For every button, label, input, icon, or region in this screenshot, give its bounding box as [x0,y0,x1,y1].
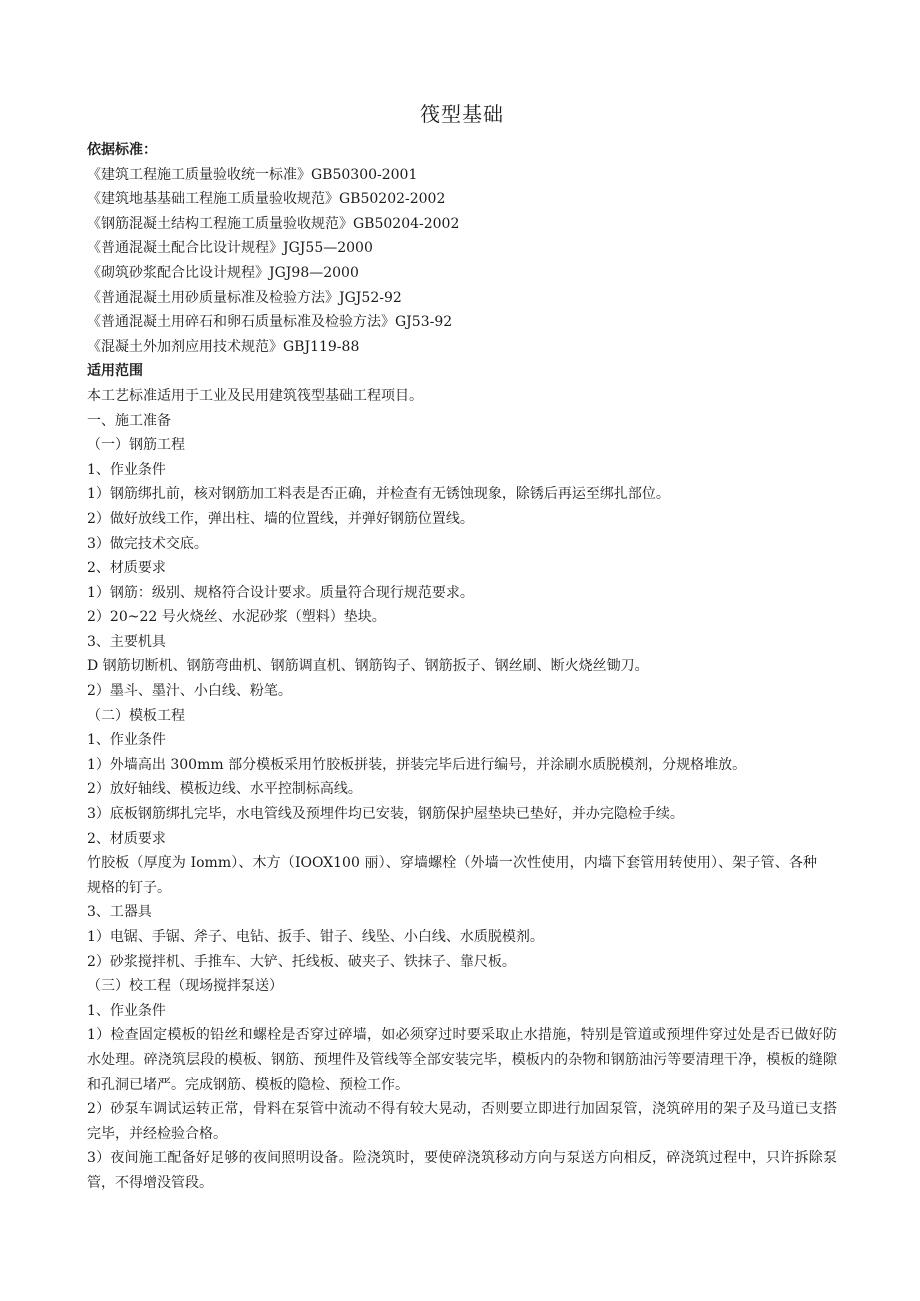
formwork-tool-item: 1）电锯、手锯、斧子、电钻、扳手、钳子、线坠、小白线、水质脱模剂。 [87,929,544,945]
standard-item: 《混凝土外加剂应用技术规范》GBJ119-88 [87,338,360,355]
concrete-paragraph: 2）砂泵车调试运转正常，骨料在泵管中流动不得有较大晃动，否则要立即进行加固泵管，浇筑碎用的架子及马道已支搭完毕，并经检验合格。 [87,1101,837,1142]
formwork-work-condition-item: 1）外墙高出 300mm 部分模板采用竹胶板拼装，拼装完毕后进行编号，并涂刷水质脱模剂，分规格堆放。 [87,756,747,773]
standard-item: 《钢筋混凝土结构工程施工质量验收规范》GB50204-2002 [87,215,460,232]
concrete-heading: （三）校工程（现场搅拌泵送） [87,978,283,995]
rebar-machine-item: D 钢筋切断机、钢筋弯曲机、钢筋调直机、钢筋钩子、钢筋扳子、钢丝刷、断火烧丝锄刀。 [87,658,649,675]
scope-heading: 适用范围 [87,363,143,380]
standard-item: 《普通混凝土用砂质量标准及检验方法》JGJ52-92 [87,289,402,306]
standard-item: 《普通混凝土配合比设计规程》JGJ55—2000 [87,240,373,257]
rebar-machine-item: 2）墨斗、墨汁、小白线、粉笔。 [87,683,292,700]
rebar-work-condition-item: 2）做好放线工作，弹出柱、墙的位置线，并弹好钢筋位置线。 [87,510,474,527]
basis-heading: 依据标准： [87,142,157,158]
document-page [87,100,837,1196]
formwork-work-condition-item: 3）底板钢筋绑扎完毕，水电管线及预埋件均已安装，钢筋保护屋垫块已垫好，并办完隐检手续。 [87,806,684,823]
rebar-material-item: 2）20~22 号火烧丝、水泥砂浆（塑料）垫块。 [87,609,386,626]
rebar-work-condition-item: 1）钢筋绑扎前，核对钢筋加工料表是否正确，并检查有无锈蚀现象，除锈后再运至绑扎部位。 [87,486,670,503]
formwork-work-conditions-heading: 1、作业条件 [87,732,166,749]
scope-text: 本工艺标准适用于工业及民用建筑筏型基础工程项目。 [87,387,423,404]
prep-heading: 一、施工准备 [87,412,171,429]
standard-item: 《砌筑砂浆配合比设计规程》JGJ98—2000 [87,264,359,281]
formwork-materials-heading: 2、材质要求 [87,830,166,847]
page-title: 筏型基础 [420,102,504,126]
standard-item: 《建筑地基基础工程施工质量验收规范》GB50202-2002 [87,191,446,208]
standard-item: 《建筑工程施工质量验收统一标准》GB50300-2001 [87,166,418,183]
rebar-work-conditions-heading: 1、作业条件 [87,461,166,478]
concrete-paragraph: 3）夜间施工配备好足够的夜间照明设备。险浇筑时，要使碎浇筑移动方向与泵送方向相反，碎浇筑过程中，只许拆除泵管，不得增没管段。 [87,1150,837,1191]
rebar-machines-heading: 3、主要机具 [87,633,166,650]
concrete-paragraph: 1）检查固定模板的铅丝和螺栓是否穿过碎墙，如必须穿过时要采取止水措施，特别是管道或预埋件穿过处是否已做好防水处理。碎浇筑层段的模板、钢筋、预埋件及管线等全部安装完毕，模板内的杂物和钢筋油污等要清理干净，模板的缝隙和孔洞已堵严。完成钢筋、模板的隐检、预检工作。 [87,1027,837,1093]
concrete-work-conditions-heading: 1、作业条件 [87,1002,166,1019]
standard-item: 《普通混凝土用碎石和卵石质量标准及检验方法》GJ53-92 [87,314,453,331]
formwork-tools-heading: 3、工器具 [87,904,152,921]
rebar-material-item: 1）钢筋：级别、规格符合设计要求。质量符合现行规范要求。 [87,584,474,601]
formwork-heading: （二）模板工程 [87,707,185,724]
formwork-materials-text: 竹胶板（厚度为 Iomm）、木方（IOOX100 丽）、穿墙螺栓（外墙一次性使用，内墙下套管用转使用）、架子管、各种规格的钉子。 [87,855,817,896]
formwork-work-condition-item: 2）放好轴线、模板边线、水平控制标高线。 [87,781,362,798]
formwork-tool-item: 2）砂浆搅拌机、手推车、大铲、托线板、破夹子、铁抹子、靠尺板。 [87,953,516,970]
rebar-materials-heading: 2、材质要求 [87,560,166,577]
rebar-heading: （一）钢筋工程 [87,437,185,454]
rebar-work-condition-item: 3）做完技术交底。 [87,535,208,552]
